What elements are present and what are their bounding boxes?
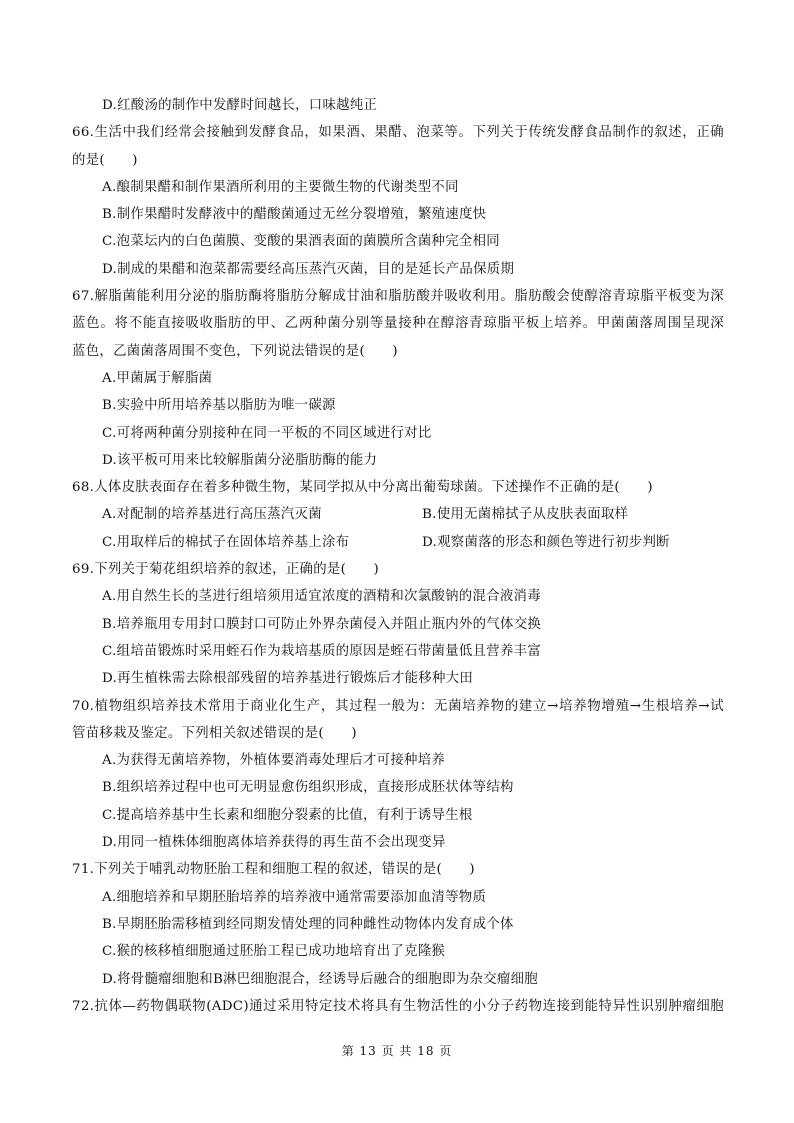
answer-option: C.提高培养基中生长素和细胞分裂素的比值，有利于诱导生根 <box>102 807 473 823</box>
option-row <box>72 529 724 556</box>
option-row <box>72 501 724 528</box>
answer-option: B.组织培养过程中也可无明显愈伤组织形成，直接形成胚状体等结构 <box>102 780 514 796</box>
answer-option: C.组培苗锻炼时采用蛭石作为栽培基质的原因是蛭石带菌量低且营养丰富 <box>102 643 542 659</box>
question-text: 68.人体皮肤表面存在着多种微生物，某同学拟从中分离出葡萄球菌。下述操作不正确的是( ) <box>72 480 653 496</box>
answer-option: A.细胞培养和早期胚胎培养的培养液中通常需要添加血清等物质 <box>102 889 487 905</box>
answer-option: A.酿制果醋和制作果酒所利用的主要微生物的代谢类型不同 <box>102 179 459 195</box>
question-text: 67.解脂菌能利用分泌的脂肪酶将脂肪分解成甘油和脂肪酸并吸收利用。脂肪酸会使醇溶青琼脂平板变为深 <box>72 289 724 305</box>
question-text: 71.下列关于哺乳动物胚胎工程和细胞工程的叙述，错误的是( ) <box>72 862 475 878</box>
option-left: A.对配制的培养基进行高压蒸汽灭菌 <box>102 507 322 523</box>
question-list <box>72 92 724 1020</box>
option-right: B.使用无菌棉拭子从皮肤表面取样 <box>422 507 629 523</box>
question-text: 69.下列关于菊花组织培养的叙述，正确的是( ) <box>72 562 380 578</box>
question-text: 蓝色，乙菌菌落周围不变色，下列说法错误的是( ) <box>72 343 398 359</box>
question-text: 蓝色。将不能直接吸收脂肪的甲、乙两种菌分别等量接种在醇溶青琼脂平板上培养。甲菌菌落周围呈现深 <box>72 316 724 332</box>
option-left: C.用取样后的棉拭子在固体培养基上涂布 <box>102 534 350 550</box>
answer-option: A.用自然生长的茎进行组培须用适宜浓度的酒精和次氯酸钠的混合液消毒 <box>102 589 541 605</box>
answer-option: A.为获得无菌培养物，外植体要消毒处理后才可接种培养 <box>102 753 446 769</box>
answer-option: C.可将两种菌分别接种在同一平板的不同区域进行对比 <box>102 425 432 441</box>
answer-option: D.用同一植株体细胞离体培养获得的再生苗不会出现变异 <box>102 835 446 851</box>
answer-option: B.培养瓶用专用封口膜封口可防止外界杂菌侵入并阻止瓶内外的气体交换 <box>102 616 542 632</box>
answer-option: D.红酸汤的制作中发酵时间越长，口味越纯正 <box>102 98 378 113</box>
question-text: 66.生活中我们经常会接触到发酵食品，如果酒、果醋、泡菜等。下列关于传统发酵食品制作的叙述，正确 <box>72 125 724 141</box>
answer-option: D.再生植株需去除根部残留的培养基进行锻炼后才能移种大田 <box>102 671 474 687</box>
option-right: D.观察菌落的形态和颜色等进行初步判断 <box>422 534 670 550</box>
answer-option: B.早期胚胎需移植到经同期发情处理的同种雌性动物体内发育成个体 <box>102 916 514 932</box>
question-text: 72.抗体—药物偶联物(ADC)通过采用特定技术将具有生物活性的小分子药物连接到能特异性识别肿瘤细胞 <box>72 998 724 1014</box>
question-text: 管苗移栽及鉴定。下列相关叙述错误的是( ) <box>72 725 357 741</box>
answer-option: B.制作果醋时发酵液中的醋酸菌通过无丝分裂增殖，繁殖速度快 <box>102 207 487 223</box>
question-text: 的是( ) <box>72 152 138 168</box>
answer-option: D.将骨髓瘤细胞和B淋巴细胞混合，经诱导后融合的细胞即为杂交瘤细胞 <box>102 971 538 987</box>
page-footer: 第 13 页 共 18 页 <box>341 1044 453 1058</box>
answer-option: A.甲菌属于解脂菌 <box>102 370 213 386</box>
answer-option: C.猴的核移植细胞通过胚胎工程已成功地培育出了克隆猴 <box>102 944 446 960</box>
answer-option: D.制成的果醋和泡菜都需要经高压蒸汽灭菌，目的是延长产品保质期 <box>102 261 515 277</box>
answer-option: C.泡菜坛内的白色菌膜、变酸的果酒表面的菌膜所含菌种完全相同 <box>102 234 500 250</box>
question-text: 70.植物组织培养技术常用于商业化生产，其过程一般为：无菌培养物的建立→培养物增殖→生根培养→试 <box>72 698 724 714</box>
answer-option: B.实验中所用培养基以脂肪为唯一碳源 <box>102 398 336 414</box>
answer-option: D.该平板可用来比较解脂菌分泌脂肪酶的能力 <box>102 452 378 468</box>
